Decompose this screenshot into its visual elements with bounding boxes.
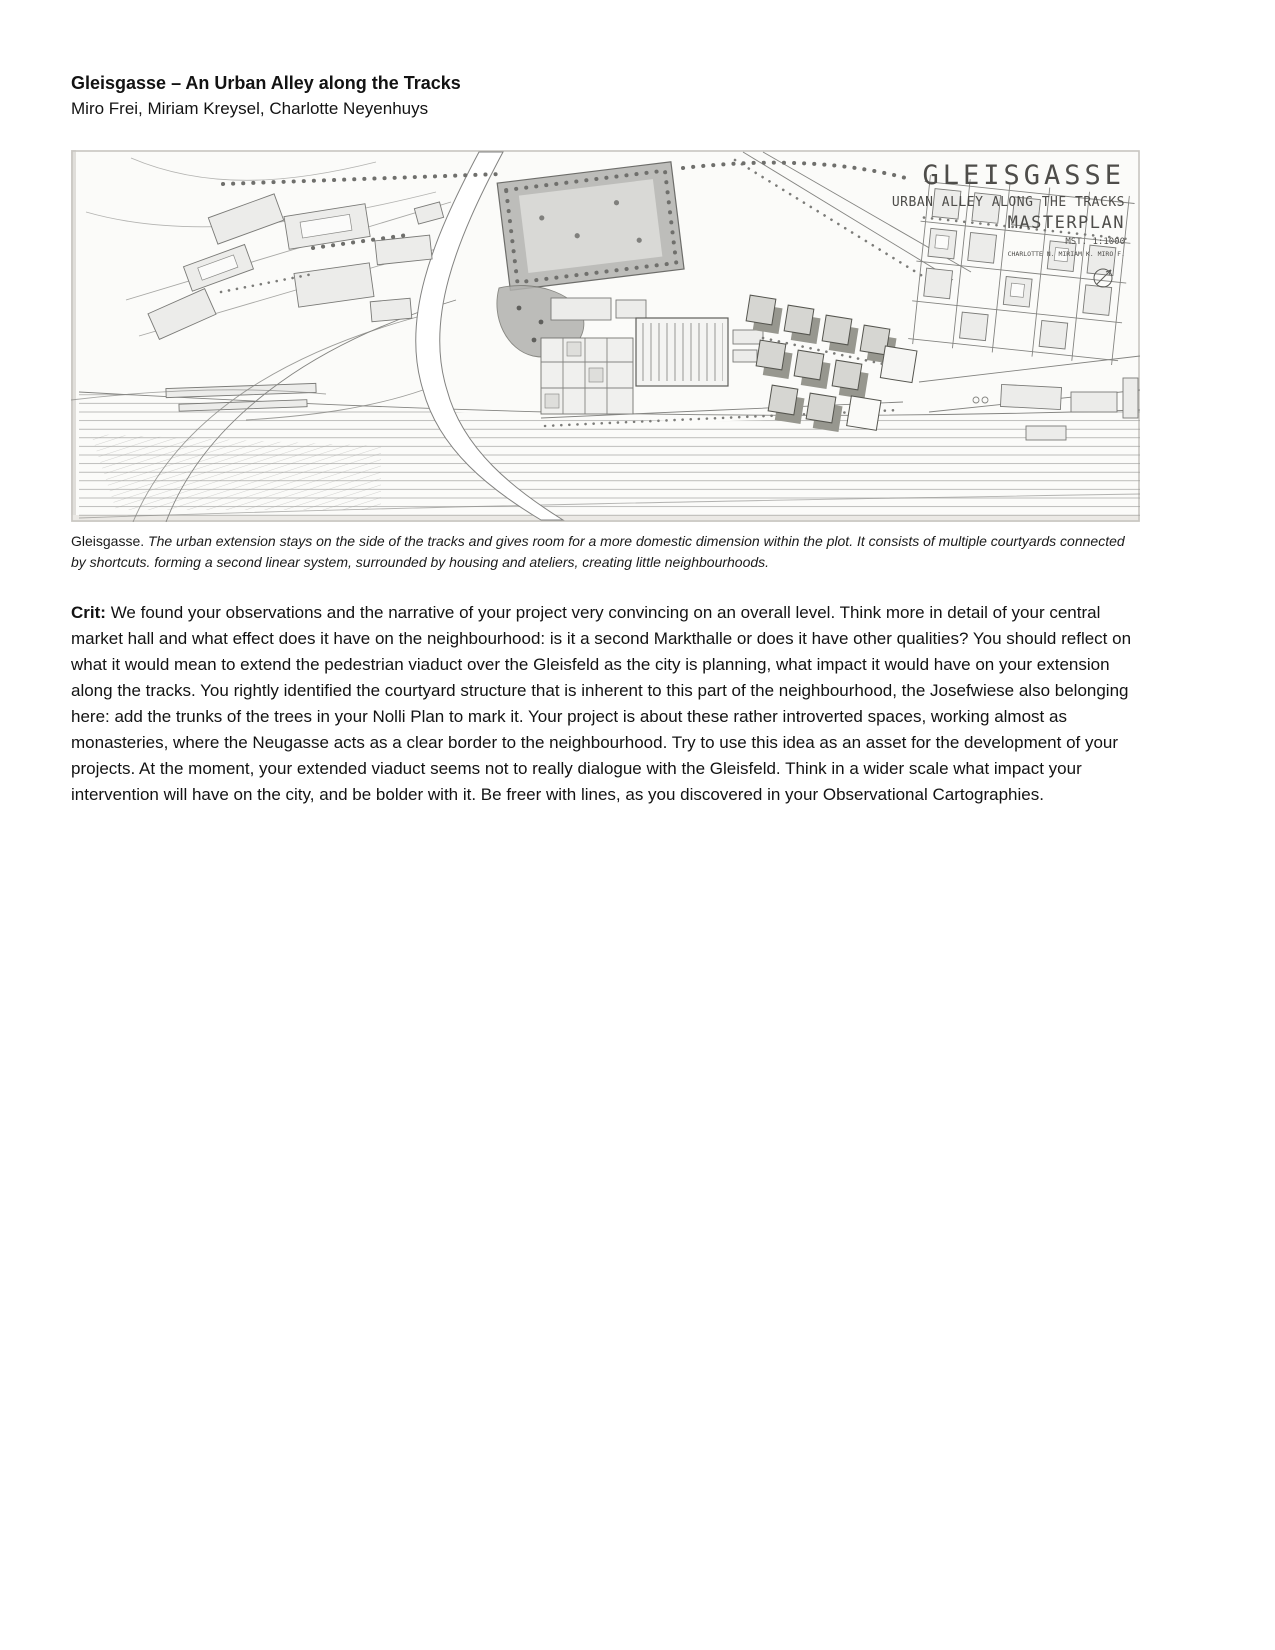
plan-subtitle: URBAN ALLEY ALONG THE TRACKS (891, 194, 1125, 210)
courtyard-grid (541, 298, 646, 414)
plan-type-label: MASTERPLAN (1007, 212, 1125, 233)
header (71, 72, 1140, 120)
caption-lead: Gleisgasse. (71, 532, 145, 549)
plan-credit: CHARLOTTE N. MIRIAM K. MIRO F. (1007, 249, 1125, 258)
plan-title: GLEISGASSE (922, 159, 1125, 191)
authors-line: Miro Frei, Miriam Kreysel, Charlotte Neyenhuys (71, 98, 429, 118)
caption-body: The urban extension stays on the side of the tracks and gives room for a more domestic dimension within the plot. It consists of multiple courtyards connected by shortcuts. forming a second linear system, surrounded by housing and ateliers, creating little neighbourhoods. (71, 532, 1125, 570)
crit-paragraph (71, 600, 1140, 808)
masterplan-drawing (71, 150, 1140, 522)
park-square (497, 161, 684, 290)
crit-label: Crit: (71, 602, 106, 622)
figure-caption (71, 531, 1140, 573)
masterplan-figure (71, 150, 1140, 522)
page-title: Gleisgasse – An Urban Alley along the Tracks (71, 73, 461, 93)
document-page (71, 0, 1140, 808)
crit-body: We found your observations and the narrative of your project very convincing on an overall level. Think more in detail of your central market hall and what effect does it have on the neighbourhood: is it a second Markthalle or does it have other qualities? You should reflect on what it would mean to extend the pedestrian viaduct over the Gleisfeld as the city is planning, what impact it would have on your extension along the tracks. You rightly identified the courtyard structure that is inherent to this part of the neighbourhood, the Josefwiese also belonging here: add the trunks of the trees in your Nolli Plan to mark it. Your project is about these rather introverted spaces, working almost as monasteries, where the Neugasse acts as a clear border to the neighbourhood. Try to use this idea as an asset for the development of your projects. At the moment, your extended viaduct seems not to really dialogue with the Gleisfeld. Think in a wider scale what impact your intervention will have on the city, and be bolder with it. Be freer with lines, as you discovered in your Observational Cartographies. (71, 602, 1132, 804)
plan-scale-label: MST. 1:1000 (1065, 236, 1125, 247)
